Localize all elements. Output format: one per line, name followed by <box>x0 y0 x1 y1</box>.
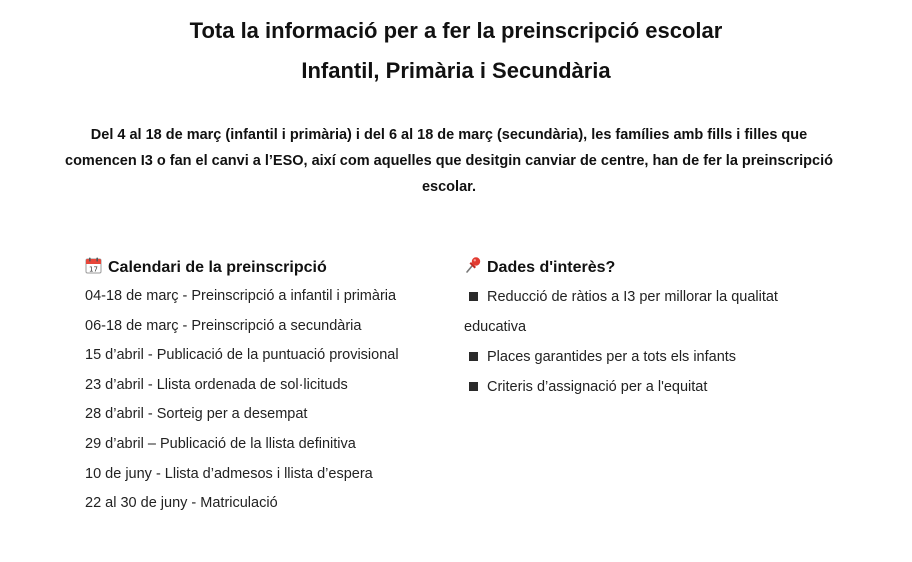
calendar-heading <box>85 254 445 282</box>
page-subtitle: Infantil, Primària i Secundària <box>301 58 611 83</box>
square-bullet-icon <box>469 382 478 391</box>
list-item: 22 al 30 de juny - Matriculació <box>85 495 278 512</box>
page-title: Tota la informació per a fer la preinscripció escolar <box>189 18 723 43</box>
list-item-text: Reducció de ràtios a I3 per millorar la qualitat educativa <box>464 289 778 335</box>
list-item-text: Criteris d’assignació per a l'equitat <box>487 379 708 395</box>
interest-list <box>464 282 824 402</box>
list-item: 29 d’abril – Publicació de la llista definitiva <box>85 435 356 452</box>
list-item <box>464 372 824 402</box>
calendar-list <box>85 282 445 519</box>
list-item: 28 d’abril - Sorteig per a desempat <box>85 406 308 423</box>
list-item: 10 de juny - Llista d’admesos i llista d’espera <box>85 465 373 482</box>
list-item: 06-18 de març - Preinscripció a secundària <box>85 317 362 334</box>
interest-section <box>464 254 824 402</box>
calendar-section <box>85 254 445 519</box>
list-item: 23 d’abril - Llista ordenada de sol·licituds <box>85 376 348 393</box>
calendar-heading-label: Calendari de la preinscripció <box>108 259 327 276</box>
interest-heading-label: Dades d'interès? <box>487 259 616 276</box>
list-item: 04-18 de març - Preinscripció a infantil i primària <box>85 288 397 304</box>
list-item: 15 d’abril - Publicació de la puntuació provisional <box>85 347 399 364</box>
pushpin-icon <box>464 254 482 282</box>
interest-heading <box>464 254 824 282</box>
list-item <box>464 282 824 342</box>
calendar-icon <box>85 254 103 282</box>
intro-paragraph: Del 4 al 18 de març (infantil i primària) i del 6 al 18 de març (secundària), les famílies amb fills i filles que comencen I3 o fan el canvi a l’ESO, així com aquelles que desitgin canviar de centre, han de fer la preinscripció escolar. <box>65 127 833 195</box>
svg-text:17: 17 <box>89 265 98 274</box>
list-item <box>464 342 824 372</box>
square-bullet-icon <box>469 352 478 361</box>
square-bullet-icon <box>469 292 478 301</box>
list-item-text: Places garantides per a tots els infants <box>487 349 737 365</box>
